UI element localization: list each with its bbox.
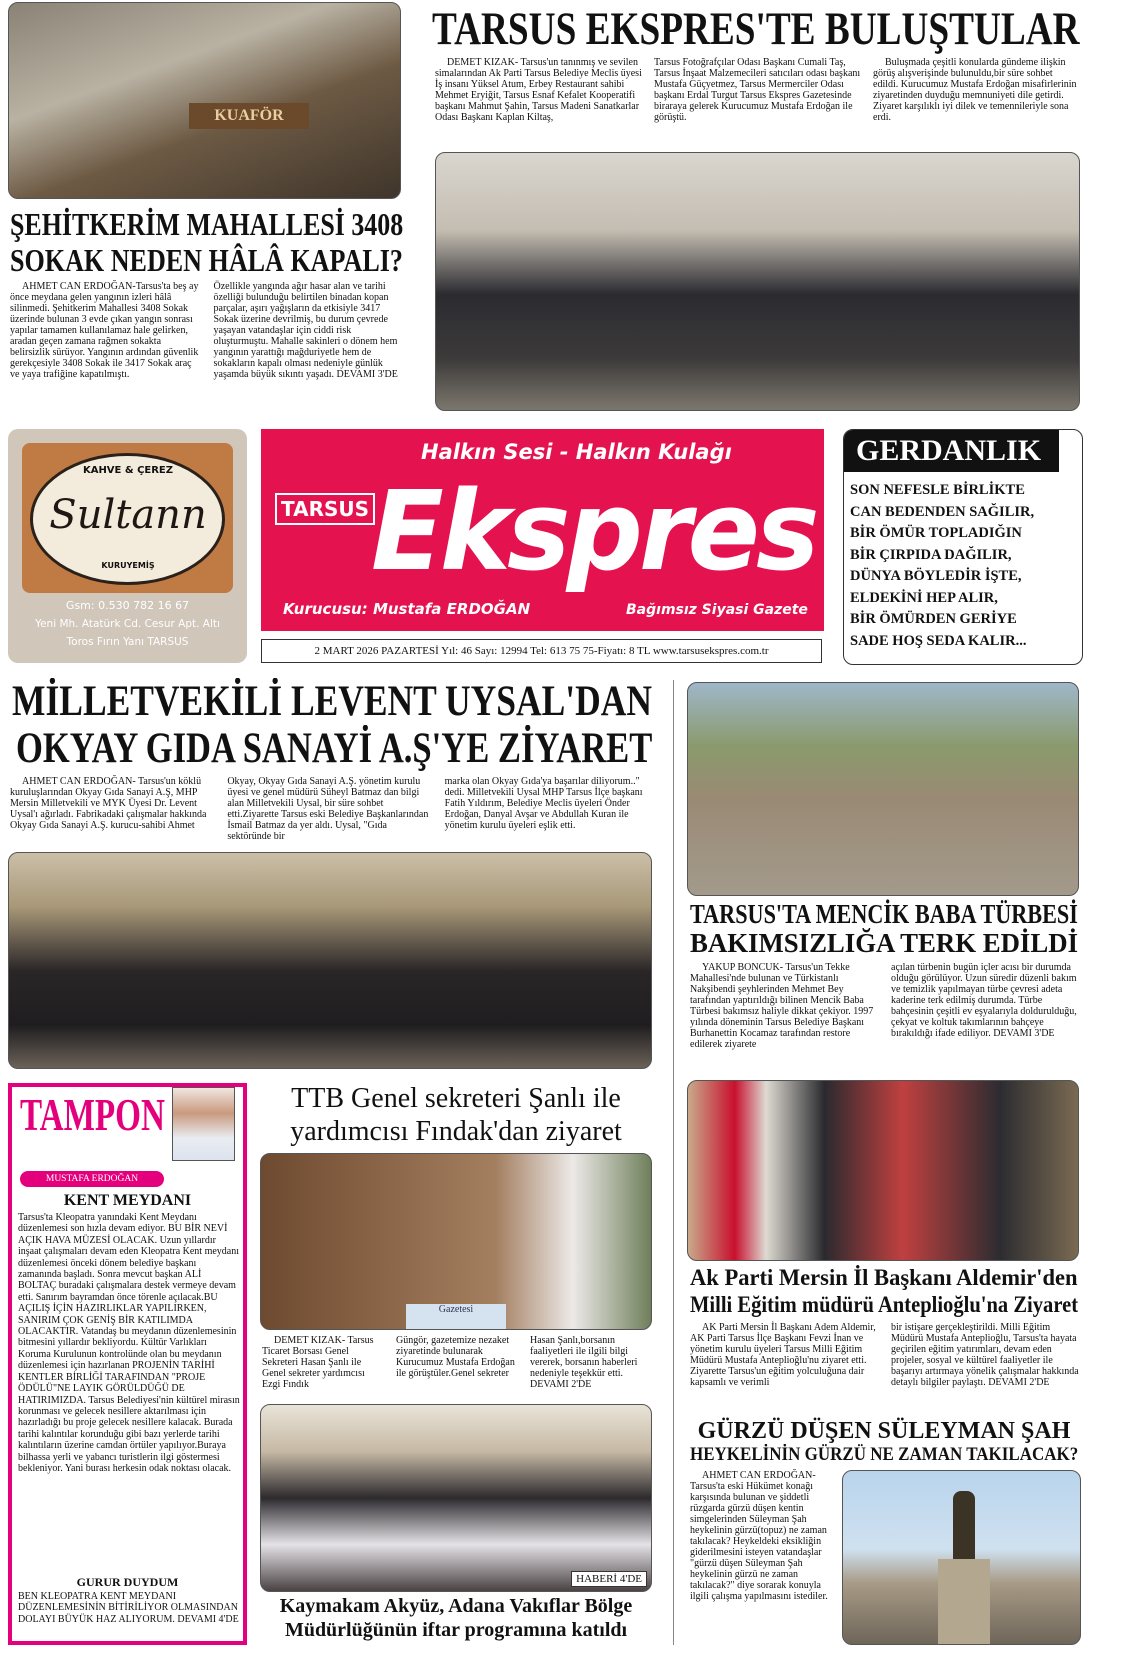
iftar-headline-1: Kaymakam Akyüz, Adana Vakıflar Bölge xyxy=(279,1595,633,1617)
ad-address-1: Yeni Mh. Atatürk Cd. Cesur Apt. Altı xyxy=(35,618,220,630)
dateline: 2 MART 2026 PAZARTESİ Yıl: 46 Sayı: 12994 Tel: 613 75 75-Fiyatı: 8 TL www.tarsusekspres.com.tr xyxy=(261,639,822,663)
gerdanlik-title: GERDANLIK xyxy=(844,430,1059,472)
ad-address-2: Toros Fırın Yanı TARSUS xyxy=(66,636,189,648)
ad-brand: Sultann xyxy=(49,492,207,538)
tampon-author: MUSTAFA ERDOĞAN xyxy=(20,1171,164,1187)
tampon-column xyxy=(8,1083,247,1645)
iftar-continued: HABERİ 4'DE xyxy=(571,1571,647,1587)
ttb-col-3: Hasan Şanlı,borsanın faaliyetleri ile ilgili bilgi vererek, borsanın haberleri nedeniyle teşekkür etti. DEVAMI 2'DE xyxy=(530,1335,638,1390)
ttb-body xyxy=(262,1335,652,1390)
poem-line: SADE HOŞ SEDA KALIR... xyxy=(850,632,1027,649)
author-photo xyxy=(172,1087,235,1161)
masthead-logo xyxy=(261,429,824,631)
poem-line: BİR ÖMÜR TOPLADIĞIN xyxy=(850,525,1022,541)
akparti-headline-2: Milli Eğitim müdürü Anteplioğlu'na Ziyaret xyxy=(690,1292,1079,1317)
mencik-body xyxy=(690,962,1080,1050)
gerdanlik-box xyxy=(843,429,1083,665)
statue-photo xyxy=(842,1470,1081,1645)
tampon-subtitle-2: GURUR DUYDUM xyxy=(76,1575,179,1589)
sehitkerim-headline-1: ŞEHİTKERİM MAHALLESİ 3408 xyxy=(10,206,404,242)
column-divider xyxy=(673,680,674,1645)
sehitkerim-col-2: Özellikle yangında ağır hasar alan ve tarihi özelliği bulunduğu belirtilen binadan kopan parçalar, aşırı yağışların da etkisiyle 3417 Sokak üzerine devrilmiş, bu durum çevrede yaşayan vatandaşlar için ciddi risk oluşturmuştu. Mahalle sakinleri o dönem hem yangının yarattığı mağduriyetle hem de sokakların kapalı olması nedeniyle günlük yaşamda büyük sıkıntı yaşadı. DEVAMI 3'DE xyxy=(213,281,398,380)
poem-line: DÜNYA BÖYLEDİR İŞTE, xyxy=(850,568,1022,584)
street-fire-photo xyxy=(8,2,401,199)
tampon-body: Tarsus'ta Kleopatra yanındaki Kent Meydanı düzenlemesi son hızla devam ediyor. BU BİR NEVİ AÇIK HAVA MÜZESİ OLACAK. Uzun yıllardır inşaat çalışmaları devam eden Kleopatra Kent meydanı düzenlemesi önceki dönem belediye başkanı zamanında başladı. Sonra mevcut başkan ALİ BOLTAÇ buradaki çalışmalara destek vermeye devam etti. Sanırım bayramdan önce törenle açılacak.BU AÇILIŞ İÇİN HAZIRLIKLAR YAPILIRKEN, SANIRIM ÇOK GENİŞ BİR KATILIMDA OLACAKTIR. Vatandaş bu meydanın düzenlemesinin bitmesini yıllardır bekliyordu. Kültür Varlıkları Koruma Kurulunun kontrolünde olan bu meydanın düzenlemesi için hazırlanan PROJENİN TARİHİ KENTLER BİRLİĞİ TARAFINDAN "PROJE ÖDÜLÜ"NE LAYIK GÖRÜLDÜĞÜ DE HATIRIMIZDA. Tarsus Belediyesi'nin kültürel mirasın korunması ve gelecek nesillere aktarılması için hazırladığı bu proje gelecek nesillere kalacak. Burada tarihi kalıntılar korunduğu gibi bazı yerlerde tarihi kalıntıların üzerine camdan örtüler yapılıyor.Buraya bilhassa yerli ve yabancı turistlerin ilgi göstermesi bekleniyor. Yani burası herkesin odak noktası olacak. xyxy=(18,1212,240,1474)
top-story-headline: TARSUS EKSPRES'TE BULUŞTULAR xyxy=(432,3,1080,55)
uysal-col-3: marka olan Okyay Gıda'ya başarılar diliyorum.." dedi. Milletvekili Uysal MHP Tarsus İlçe başkanı Fatih Yıldırım, Belediye Meclis üyeleri Önder Erdoğan, Danyal Avşar ve Abdullah Kuran ile yönetim kurulu üyeleri eşlik etti. xyxy=(444,776,643,831)
top-story-col-3: Buluşmada çeşitli konularda gündeme ilişkin görüş alışverişinde bulunuldu,bir süre sohbet edildi. Kurucumuz Mustafa Erdoğan misafirlerinin ziyaretinden duyduğu memnuniyeti dile getirdi. Ziyaret karşılıklı iyi dilek ve temennileriyle sona erdi. xyxy=(873,57,1077,123)
ad-tag-bottom: KURUYEMİŞ xyxy=(101,561,155,570)
top-story-col-2: Tarsus Fotoğrafçılar Odası Başkanı Cumali Taş, Tarsus İnşaat Malzemecileri satıcıları odası başkanı Mustafa Güçyetmez, Tarsus Mermerciler Odası başkanı Erdal Turgut Tarsus Ekspres Gazetesinde biraraya gelerek Kurucumuz Mustafa Erdoğan ile görüştü. xyxy=(654,57,861,123)
mencik-col-1: YAKUP BONCUK- Tarsus'un Tekke Mahallesi'nde bulunan ve Türkistanlı Nakşibendi şeyhlerinden Mehmet Bey tarafından yaptırıldığı bilinen Mencik Baba Türbesi bakımsız haliyle dikkat çekiyor. 1997 yılında döneminin Tarsus Belediye Başkanı Burhanettin Kocamaz tarafından restore edilerek ziyarete xyxy=(690,962,874,1050)
masthead-small: TARSUS xyxy=(275,493,375,525)
uysal-headline-2: OKYAY GIDA SANAYİ A.Ş'YE ZİYARET xyxy=(16,725,653,772)
masthead-name: Ekspres xyxy=(371,467,816,595)
ad-tag-top: KAHVE & ÇEREZ xyxy=(82,465,174,476)
gurzu-headline-1: GÜRZÜ DÜŞEN SÜLEYMAN ŞAH xyxy=(697,1418,1071,1444)
ttb-photo-mat: Gazetesi xyxy=(406,1304,506,1330)
akparti-col-1: AK Parti Mersin İl Başkanı Adem Aldemir, AK Parti Tarsus İlçe Başkanı Fevzi İnan ve yönetim kurulu üyeleri Tarsus Milli Eğitim Müdürü Mustafa Anteplioğlu'nu ziyaret etti. Ziyarette Tarsus'un eğitim yolculuğuna dair kapsamlı ve verimli xyxy=(690,1322,876,1388)
sultann-ad[interactable] xyxy=(8,429,247,663)
poem-line: BİR ÇIRPIDA DAĞILIR, xyxy=(850,546,1012,563)
poem-line: CAN BEDENDEN SAĞILIR, xyxy=(850,503,1035,520)
masthead-founder: Kurucusu: Mustafa ERDOĞAN xyxy=(283,600,531,618)
akparti-visit-photo xyxy=(687,1080,1079,1261)
gerdanlik-poem xyxy=(844,472,1082,660)
top-story-col-1: DEMET KIZAK- Tarsus'un tanınmış ve sevilen simalarından Ak Parti Tarsus Belediye Meclis üyesi İş insanı Yüksel Atum, Erbey Restaurant sahibi Mehmet Eryiğit, Tarsus Esnaf Kefalet Kooperatifi başkanı Mahmut Şahin, Tarsus Madeni Sanatkarlar Odası Başkanı Kaplan Kiltaş, xyxy=(435,57,642,123)
statue-figure xyxy=(953,1491,975,1561)
mencik-col-2: açılan türbenin bugün içler acısı bir durumda olduğu görülüyor. Uzun süredir düzenli bakım ve temizlik yapılmayan türbe çevresi adeta kaderine terk edilmiş durumda. Türbe bahçesinin çeşitli ev eşyalarıyla doldurulduğu, çekyat ve koltuk takımlarının bahçeye bırakıldığı ifade ediliyor. DEVAMI 3'DE xyxy=(891,962,1077,1039)
poem-line: SON NEFESLE BİRLİKTE xyxy=(850,482,1025,498)
uysal-body xyxy=(10,776,650,842)
uysal-col-2: Okyay, Okyay Gıda Sanayi A.Ş. yönetim kurulu üyesi ve genel müdürü Süheyl Batmaz dan bilgi alan Milletvekili Uysal, bir süre sohbet etti.Ziyarette Tarsus eski Belediye Başkanlarından İsmail Batmaz da yer aldı. Uysal, "Gıda sektöründe bir xyxy=(227,776,429,842)
shop-sign: KUAFÖR xyxy=(189,103,309,129)
poem-line: BİR ÖMÜRDEN GERİYE xyxy=(850,611,1017,627)
akparti-col-2: bir istişare gerçekleştirildi. Milli Eğitim Müdürü Mustafa Anteplioğlu, Tarsus'ta hayata geçirilen eğitim yatırımları, devam eden projeler, sosyal ve kültürel faaliyetler ile başarıyı artırmaya yönelik çalışmalar hakkında detaylı bilgiler paylaştı. DEVAMI 2'DE xyxy=(891,1322,1079,1388)
uysal-group-photo xyxy=(8,852,652,1069)
tampon-subtitle: KENT MEYDANI xyxy=(63,1192,192,1209)
ttb-col-2: Güngör, gazetemize nezaket ziyaretinde bulunarak Kurucumuz Mustafa Erdoğan ile görüştüler.Genel sekreter xyxy=(396,1335,515,1379)
uysal-headline-1: MİLLETVEKİLİ LEVENT UYSAL'DAN xyxy=(12,678,653,725)
iftar-headline-2: Müdürlüğünün iftar programına katıldı xyxy=(284,1619,628,1641)
tampon-title: TAMPON xyxy=(20,1089,165,1140)
statue-pedestal xyxy=(938,1559,990,1645)
top-story-body xyxy=(435,57,1080,123)
uysal-col-1: AHMET CAN ERDOĞAN- Tarsus'un köklü kuruluşlarından Okyay Gıda Sanayi A.Ş, MHP Mersin Milletvekili ve MYK Üyesi Dr. Levent Uysal'ı ağırladı. Fabrikadaki çalışmalar hakkında Okyay Gıda Sanayi A.Ş. kurucu-sahibi Ahmet xyxy=(10,776,207,831)
ad-phone: Gsm: 0.530 782 16 67 xyxy=(65,599,190,612)
tampon-body-2: BEN KLEOPATRA KENT MEYDANI DÜZENLEMESİNİN BİTİRİLİYOR OLMASINDAN DOLAYI BÜYÜK HAZ ALIYORUM. DEVAMI 4'DE xyxy=(18,1591,239,1625)
ttb-headline-1: TTB Genel sekreteri Şanlı ile xyxy=(291,1083,621,1114)
gurzu-headline-2: HEYKELİNİN GÜRZÜ NE ZAMAN TAKILACAK? xyxy=(690,1444,1079,1465)
ttb-col-1: DEMET KIZAK- Tarsus Ticaret Borsası Genel Sekreteri Hasan Şanlı ile Genel sekreter yardımcısı Ezgi Fındık xyxy=(262,1335,374,1390)
ttb-visit-photo xyxy=(260,1153,652,1330)
iftar-photo xyxy=(260,1404,652,1592)
mencik-headline-1: TARSUS'TA MENCİK BABA TÜRBESİ xyxy=(690,899,1078,929)
gurzu-body: AHMET CAN ERDOĞAN- Tarsus'ta eski Hükümet konağı karşısında bulunan ve şiddetli rüzgarda gürzü düşen kentin simgelerinden Süleyman Şah heykelinin gürzü(topuz) ne zaman takılacak? Heykeldeki eksikliğin giderilmesini isteyen vatandaşlar "gürzü düşen Süleyman Şah heykelinin gürzü ne zaman takılacak?" diye sorarak konuyla ilgili çalışma yapılmasını istediler. xyxy=(690,1470,828,1602)
sehitkerim-body xyxy=(10,281,405,380)
akparti-body xyxy=(690,1322,1080,1388)
mencik-tomb-photo xyxy=(687,682,1079,896)
sehitkerim-headline-2: SOKAK NEDEN HÂLÂ KAPALI? xyxy=(10,242,403,278)
sehitkerim-col-1: AHMET CAN ERDOĞAN-Tarsus'ta beş ay önce meydana gelen yangının izleri hâlâ silinmedi. Şehitkerim Mahallesi 3408 Sokak üzerinde bulunan 3 evde çıkan yangın sonrası yapılar tamamen kullanılamaz hale gelirken, aradan geçen zamana rağmen sokakta belirsizlik sürüyor. Yangının ardından güvenlik gerekçesiyle 3408 Sokak ile 3417 Sokak araç ve yaya trafiğine kapatılmıştı. xyxy=(10,281,199,380)
group-photo-ekspres xyxy=(435,152,1080,411)
ttb-headline-2: yardımcısı Fındak'dan ziyaret xyxy=(290,1116,622,1147)
mencik-headline-2: BAKIMSIZLIĞA TERK EDİLDİ xyxy=(690,928,1078,958)
poem-line: ELDEKİNİ HEP ALIR, xyxy=(850,589,998,606)
masthead-slogan: Halkın Sesi - Halkın Kulağı xyxy=(421,440,732,464)
akparti-headline-1: Ak Parti Mersin İl Başkanı Aldemir'den xyxy=(690,1265,1078,1290)
masthead-tagline: Bağımsız Siyasi Gazete xyxy=(626,602,808,618)
